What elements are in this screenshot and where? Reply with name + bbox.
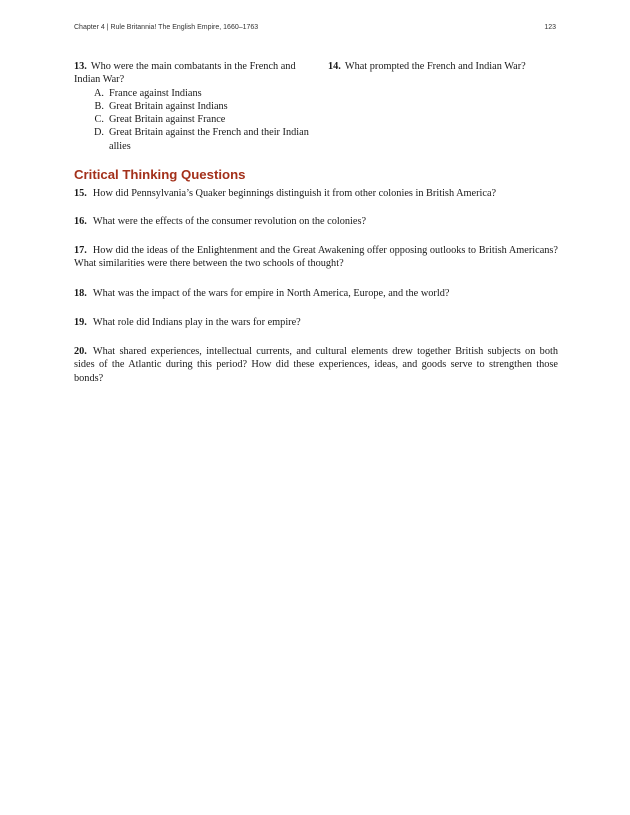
question-15	[74, 187, 558, 200]
review-questions	[74, 60, 558, 153]
choice-text: Great Britain against Indians	[109, 100, 228, 112]
question-19	[74, 316, 558, 329]
section-title: Critical Thinking Questions	[74, 167, 246, 182]
running-title: Chapter 4 | Rule Britannia! The English Empire, 1660–1763	[74, 24, 259, 31]
question-18	[74, 287, 558, 300]
question-16	[74, 215, 558, 228]
choice-d	[74, 126, 314, 153]
question-text: How did Pennsylvania’s Quaker beginnings distinguish it from other colonies in British America?	[92, 188, 497, 199]
question-number: 14.	[328, 61, 341, 72]
choice-text: Great Britain against the French and their Indian allies	[109, 127, 309, 152]
answer-choices	[74, 87, 314, 153]
page-number: 123	[544, 24, 556, 31]
question-number: 15.	[74, 188, 87, 199]
choice-letter: C.	[94, 114, 104, 126]
question-number: 16.	[74, 216, 87, 227]
question-number: 13.	[74, 61, 87, 72]
question-number: 18.	[74, 288, 87, 299]
question-text: What were the effects of the consumer revolution on the colonies?	[92, 216, 367, 227]
question-text: What shared experiences, intellectual currents, and cultural elements drew together British subjects on both sides of the Atlantic during this period? How did these experiences, ideas, and goods serve to strengthen those bonds?	[74, 346, 558, 384]
question-17	[74, 244, 558, 271]
question-14	[314, 60, 558, 153]
question-text: What prompted the French and Indian War?	[344, 61, 526, 72]
choice-letter: D.	[93, 127, 104, 139]
question-number: 20.	[74, 346, 87, 357]
choice-letter: B.	[94, 100, 104, 112]
choice-b	[74, 100, 314, 113]
question-text: Who were the main combatants in the French and Indian War?	[74, 61, 296, 86]
choice-letter: A.	[93, 87, 104, 99]
question-text: How did the ideas of the Enlightenment and the Great Awakening offer opposing outlooks to British Americans? What similarities were there between the two schools of thought?	[74, 245, 558, 270]
page-header	[74, 24, 556, 31]
question-text: What was the impact of the wars for empire in North America, Europe, and the world?	[92, 288, 450, 299]
question-text: What role did Indians play in the wars for empire?	[92, 317, 301, 328]
question-13	[74, 60, 314, 153]
choice-text: Great Britain against France	[109, 114, 226, 126]
question-number: 17.	[74, 245, 87, 256]
choice-text: France against Indians	[109, 87, 202, 99]
choice-a	[74, 87, 314, 100]
choice-c	[74, 113, 314, 126]
question-20	[74, 345, 558, 385]
question-number: 19.	[74, 317, 87, 328]
